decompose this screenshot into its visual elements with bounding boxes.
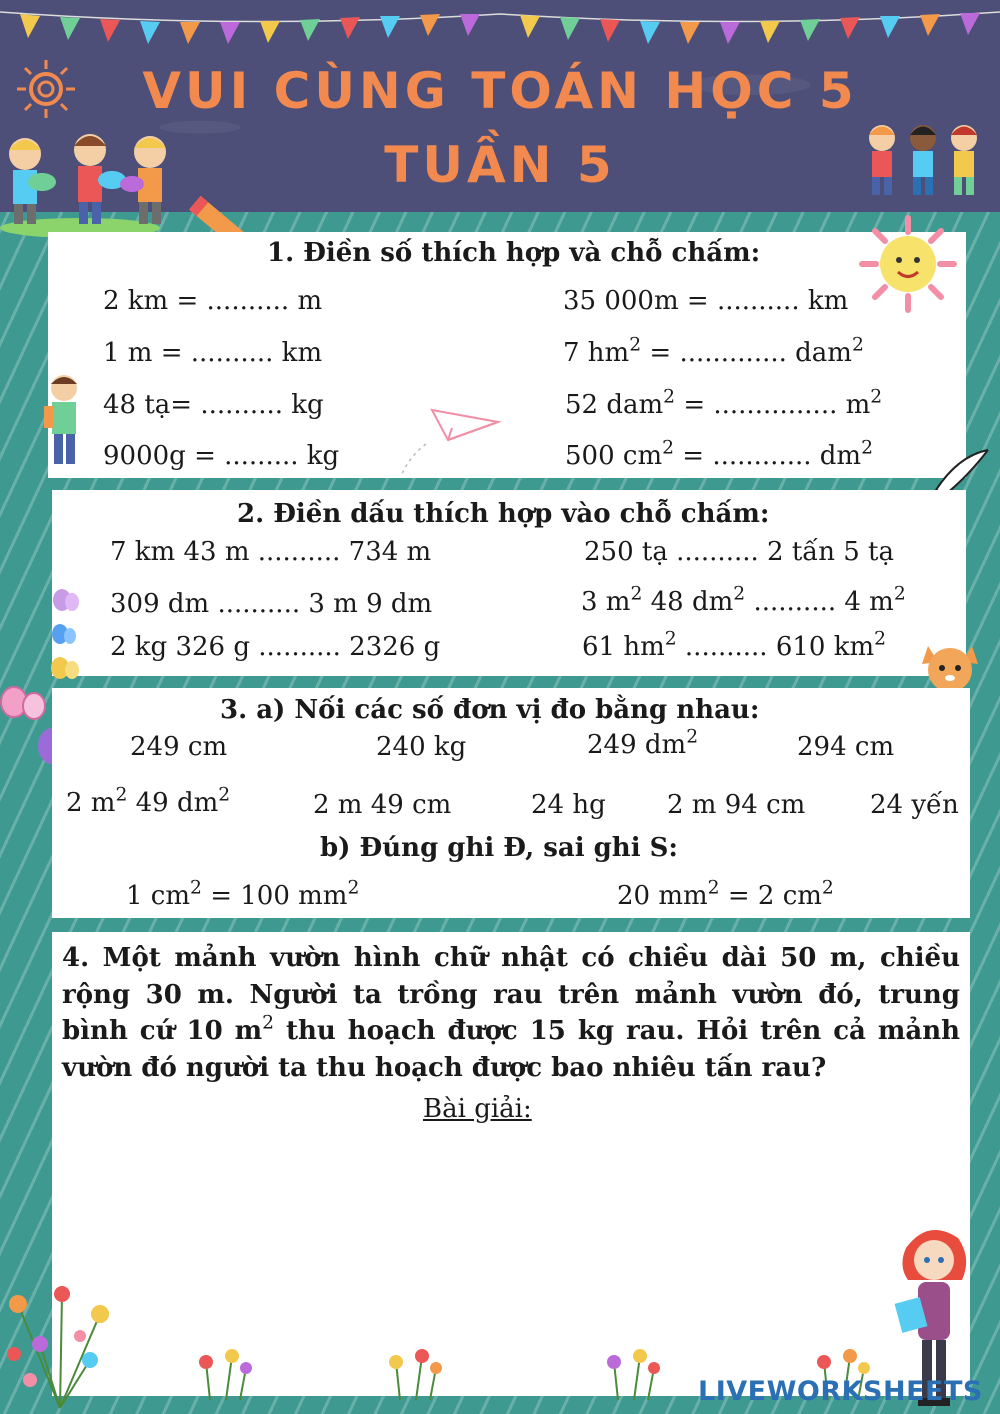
flowers-bouquet-illustration — [0, 1284, 120, 1410]
q2-right-item: 3 $m^2$ 48 $dm^2$ .......... 4 $m^2$ — [581, 583, 906, 617]
q3-top-item: 249 cm — [130, 732, 228, 762]
q3-bottom-item: 24 yến — [870, 790, 959, 820]
q1-left-item: 1 m = .......... km — [103, 338, 323, 368]
q3-bottom-item: 2 m 49 cm — [313, 790, 452, 820]
header-banner — [0, 0, 1000, 212]
flower-sprig-icon — [380, 1346, 450, 1400]
page-subtitle: TUẦN 5 — [384, 136, 616, 194]
q2-left-item: 2 kg 326 g .......... 2326 g — [110, 632, 441, 662]
smiling-sun-icon — [858, 214, 958, 314]
q4-line: bình cứ 10 $m^2$ thu hoạch được 15 kg rau. Hỏi trên cả mảnh — [62, 1012, 960, 1046]
q1-right-item: 52 dam$^2$ = ............... $m^2$ — [565, 386, 883, 420]
question-4-text — [62, 940, 960, 1086]
question-3a-heading: 3. a) Nối các số đơn vị đo bằng nhau: — [220, 695, 760, 725]
q4-line: 4. Một mảnh vườn hình chữ nhật có chiều dài 50 m, chiều — [62, 943, 960, 973]
q3-bottom-item: 2 m 94 cm — [667, 790, 806, 820]
q3-top-item: 240 kg — [376, 732, 467, 762]
question-3b-heading: b) Đúng ghi Đ, sai ghi S: — [320, 833, 679, 863]
q3-top-item: 294 cm — [797, 732, 895, 762]
q1-right-item: 7 $hm^2$ = ............. dam$^2$ — [563, 334, 864, 368]
q3-top-item: 249 $dm^2$ — [587, 726, 699, 760]
flower-sprig-icon — [190, 1346, 260, 1400]
q3-bottom-item: 24 hg — [531, 790, 606, 820]
flower-sprig-icon — [598, 1346, 668, 1400]
page-title: VUI CÙNG TOÁN HỌC 5 — [142, 62, 858, 120]
q1-left-item: 9000g = ......... kg — [103, 441, 340, 471]
q4-line: rộng 30 m. Người ta trồng rau trên mảnh vườn đó, trung — [62, 979, 960, 1010]
q3-bottom-item: 2 $m^2$ 49 $dm^2$ — [66, 784, 231, 818]
q2-right-item: 250 tạ .......... 2 tấn 5 tạ — [584, 537, 894, 567]
kids-jumping-illustration — [860, 120, 990, 210]
question-2-heading: 2. Điền dấu thích hợp vào chỗ chấm: — [237, 499, 770, 529]
q1-right-item: 35 000m = .......... km — [563, 286, 849, 316]
paper-plane-icon — [396, 404, 502, 478]
q3b-left-item: 1 $cm^2 = 100$ $mm^2$ — [126, 877, 360, 911]
q3b-right-item: 20 $mm^2 = 2$ $cm^2$ — [617, 877, 834, 911]
butterflies-icon — [48, 586, 86, 686]
q2-left-item: 7 km 43 m .......... 734 m — [110, 537, 432, 567]
q1-left-item: 2 km = .......... m — [103, 286, 323, 316]
q2-left-item: 309 dm .......... 3 m 9 dm — [110, 589, 433, 619]
q2-right-item: 61 $hm^2$ .......... 610 $km^2$ — [582, 628, 887, 662]
q4-line: vườn đó người ta thu hoạch được bao nhiêu tấn rau? — [62, 1052, 827, 1083]
bunting-decoration — [0, 0, 1000, 50]
question-1-heading: 1. Điền số thích hợp và chỗ chấm: — [267, 238, 761, 268]
q1-right-item: 500 $cm^2$ = ............ $dm^2$ — [565, 437, 873, 471]
boy-with-backpack-illustration — [38, 372, 84, 478]
q1-left-item: 48 tạ= .......... kg — [103, 390, 324, 420]
liveworksheets-logo[interactable]: LIVEWORKSHEETS — [698, 1376, 983, 1407]
kids-playing-illustration — [0, 122, 175, 240]
answer-label: Bài giải: — [423, 1094, 532, 1124]
